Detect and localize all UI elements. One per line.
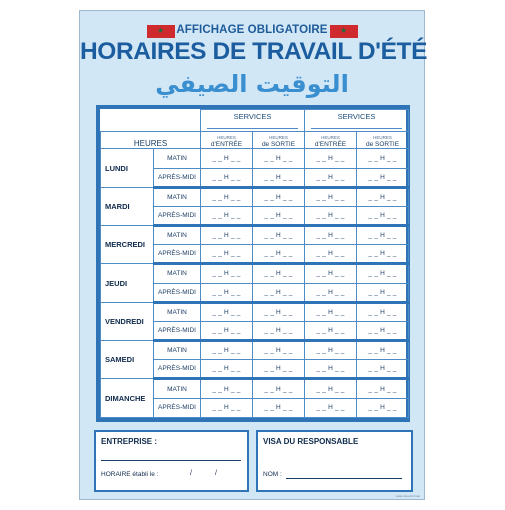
exit-time-field[interactable]: _ _ H _ _ <box>253 321 305 340</box>
entry-time-field[interactable]: _ _ H _ _ <box>305 360 357 379</box>
exit-time-field[interactable]: _ _ H _ _ <box>253 168 305 187</box>
day-label: VENDREDI <box>101 302 154 340</box>
exit-time-field[interactable]: _ _ H _ _ <box>253 245 305 264</box>
period-label: APRÈS-MIDI <box>154 245 201 264</box>
exit-time-field[interactable]: _ _ H _ _ <box>253 264 305 283</box>
visa-box <box>256 430 413 492</box>
exit-time-field[interactable]: _ _ H _ _ <box>357 226 409 245</box>
exit-time-field[interactable]: _ _ H _ _ <box>253 206 305 225</box>
entry-time-field[interactable]: _ _ H _ _ <box>305 379 357 398</box>
entry-time-field[interactable]: _ _ H _ _ <box>305 398 357 417</box>
nom-label: NOM : <box>263 471 282 478</box>
period-label: MATIN <box>154 226 201 245</box>
horaire-label: HORAIRE établi le : <box>101 471 159 478</box>
entree-header: HEURES d'ENTRÉE <box>201 132 253 149</box>
exit-time-field[interactable]: _ _ H _ _ <box>253 341 305 360</box>
schedule-grid <box>100 109 409 418</box>
exit-time-field[interactable]: _ _ H _ _ <box>357 321 409 340</box>
heures-header: HEURES <box>101 132 201 149</box>
table-row <box>101 379 409 398</box>
period-label: MATIN <box>154 379 201 398</box>
sortie-header: HEURES de SORTIE <box>253 132 305 149</box>
table-row <box>101 149 409 168</box>
entry-time-field[interactable]: _ _ H _ _ <box>305 283 357 302</box>
entreprise-label: ENTREPRISE : <box>101 437 158 446</box>
date-separator: / <box>190 470 192 477</box>
period-label: MATIN <box>154 264 201 283</box>
entry-time-field[interactable]: _ _ H _ _ <box>201 321 253 340</box>
period-label: MATIN <box>154 187 201 206</box>
poster <box>79 10 428 500</box>
period-label: APRÈS-MIDI <box>154 168 201 187</box>
service-name-line <box>311 128 402 129</box>
exit-time-field[interactable]: _ _ H _ _ <box>357 245 409 264</box>
period-label: APRÈS-MIDI <box>154 398 201 417</box>
exit-time-field[interactable]: _ _ H _ _ <box>357 264 409 283</box>
schedule-table <box>96 105 410 422</box>
entry-time-field[interactable]: _ _ H _ _ <box>201 398 253 417</box>
entry-time-field[interactable]: _ _ H _ _ <box>305 245 357 264</box>
table-row <box>101 187 409 206</box>
date-separator: / <box>215 470 217 477</box>
service-name-line <box>207 128 298 129</box>
period-label: MATIN <box>154 149 201 168</box>
poster-title: HORAIRES DE TRAVAIL D'ÉTÉ <box>80 38 428 65</box>
entry-time-field[interactable]: _ _ H _ _ <box>305 226 357 245</box>
period-label: MATIN <box>154 302 201 321</box>
entry-time-field[interactable]: _ _ H _ _ <box>305 321 357 340</box>
table-row <box>101 226 409 245</box>
period-label: APRÈS-MIDI <box>154 321 201 340</box>
exit-time-field[interactable]: _ _ H _ _ <box>357 379 409 398</box>
exit-time-field[interactable]: _ _ H _ _ <box>253 360 305 379</box>
period-label: APRÈS-MIDI <box>154 360 201 379</box>
entry-time-field[interactable]: _ _ H _ _ <box>201 379 253 398</box>
table-row <box>101 302 409 321</box>
day-label: SAMEDI <box>101 341 154 379</box>
services-label: SERVICES <box>233 112 272 121</box>
exit-time-field[interactable]: _ _ H _ _ <box>357 302 409 321</box>
day-label: JEUDI <box>101 264 154 302</box>
day-label: DIMANCHE <box>101 379 154 418</box>
exit-time-field[interactable]: _ _ H _ _ <box>253 379 305 398</box>
services-label: SERVICES <box>337 112 376 121</box>
exit-time-field[interactable]: _ _ H _ _ <box>253 302 305 321</box>
entry-time-field[interactable]: _ _ H _ _ <box>201 360 253 379</box>
entry-time-field[interactable]: _ _ H _ _ <box>201 226 253 245</box>
exit-time-field[interactable]: _ _ H _ _ <box>357 360 409 379</box>
exit-time-field[interactable]: _ _ H _ _ <box>357 341 409 360</box>
period-label: APRÈS-MIDI <box>154 206 201 225</box>
exit-time-field[interactable]: _ _ H _ _ <box>357 149 409 168</box>
visa-label: VISA DU RESPONSABLE <box>263 437 359 446</box>
services-header-1 <box>201 110 305 132</box>
poster-reference: www.visuel-format <box>395 494 420 498</box>
entry-time-field[interactable]: _ _ H _ _ <box>201 245 253 264</box>
exit-time-field[interactable]: _ _ H _ _ <box>253 398 305 417</box>
day-label: MERCREDI <box>101 226 154 264</box>
mandatory-display-label: AFFICHAGE OBLIGATOIRE <box>176 24 328 36</box>
entry-time-field[interactable]: _ _ H _ _ <box>201 283 253 302</box>
table-row <box>101 264 409 283</box>
entry-time-field[interactable]: _ _ H _ _ <box>305 187 357 206</box>
entry-time-field[interactable]: _ _ H _ _ <box>305 168 357 187</box>
entry-time-field[interactable]: _ _ H _ _ <box>201 264 253 283</box>
period-label: MATIN <box>154 341 201 360</box>
sortie-header: HEURES de SORTIE <box>357 132 409 149</box>
entry-time-field[interactable]: _ _ H _ _ <box>201 341 253 360</box>
entry-time-field[interactable]: _ _ H _ _ <box>201 149 253 168</box>
entry-time-field[interactable]: _ _ H _ _ <box>305 264 357 283</box>
exit-time-field[interactable]: _ _ H _ _ <box>253 149 305 168</box>
exit-time-field[interactable]: _ _ H _ _ <box>357 398 409 417</box>
services-header-2 <box>305 110 409 132</box>
table-row <box>101 341 409 360</box>
corner-cell <box>101 110 201 132</box>
exit-time-field[interactable]: _ _ H _ _ <box>357 283 409 302</box>
arabic-title: التوقيت الصيفي <box>155 70 349 98</box>
exit-time-field[interactable]: _ _ H _ _ <box>357 168 409 187</box>
entry-time-field[interactable]: _ _ H _ _ <box>305 149 357 168</box>
day-label: MARDI <box>101 187 154 225</box>
entry-time-field[interactable]: _ _ H _ _ <box>305 302 357 321</box>
exit-time-field[interactable]: _ _ H _ _ <box>357 187 409 206</box>
entreprise-box <box>94 430 249 492</box>
entry-time-field[interactable]: _ _ H _ _ <box>201 302 253 321</box>
entry-time-field[interactable]: _ _ H _ _ <box>201 206 253 225</box>
exit-time-field[interactable]: _ _ H _ _ <box>253 187 305 206</box>
entry-time-field[interactable]: _ _ H _ _ <box>305 206 357 225</box>
period-label: APRÈS-MIDI <box>154 283 201 302</box>
entree-header: HEURES d'ENTRÉE <box>305 132 357 149</box>
entry-time-field[interactable]: _ _ H _ _ <box>201 187 253 206</box>
entreprise-field[interactable] <box>101 460 241 461</box>
exit-time-field[interactable]: _ _ H _ _ <box>253 283 305 302</box>
day-label: LUNDI <box>101 149 154 187</box>
entry-time-field[interactable]: _ _ H _ _ <box>201 168 253 187</box>
exit-time-field[interactable]: _ _ H _ _ <box>357 206 409 225</box>
nom-field[interactable] <box>286 478 402 479</box>
exit-time-field[interactable]: _ _ H _ _ <box>253 226 305 245</box>
entry-time-field[interactable]: _ _ H _ _ <box>305 341 357 360</box>
